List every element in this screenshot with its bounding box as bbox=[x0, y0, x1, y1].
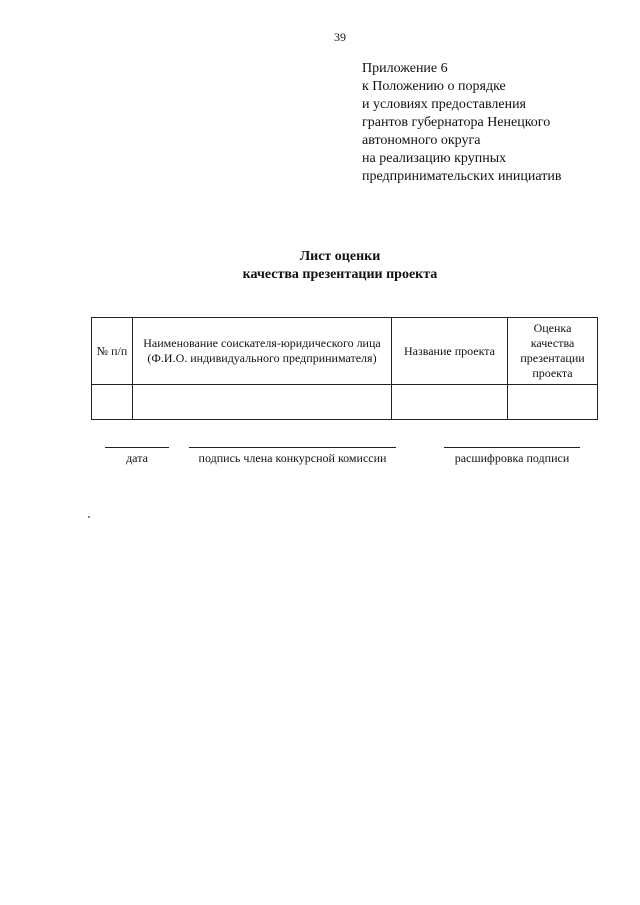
header-presentation-score: Оценка качества презентации проекта bbox=[508, 318, 598, 385]
document-title-line-2: качества презентации проекта bbox=[242, 267, 438, 282]
header-project-name: Название проекта bbox=[392, 318, 508, 385]
document-title bbox=[0, 248, 640, 284]
decoding-signature-line[interactable] bbox=[444, 447, 580, 448]
table-row bbox=[92, 385, 598, 420]
commission-signature-line[interactable] bbox=[189, 447, 396, 448]
header-number: № п/п bbox=[92, 318, 133, 385]
table-header-row bbox=[92, 318, 598, 385]
decoding-label: расшифровка подписи bbox=[454, 451, 570, 465]
header-applicant-name: Наименование соискателя-юридического лица (Ф.И.О. индивидуального предпринимателя) bbox=[133, 318, 392, 385]
date-label: дата bbox=[126, 451, 148, 465]
appendix-line: и условиях предоставления bbox=[362, 97, 526, 112]
cell-number[interactable] bbox=[92, 385, 133, 420]
appendix-note bbox=[362, 60, 632, 186]
appendix-line: автономного округа bbox=[362, 133, 481, 148]
cell-applicant-name[interactable] bbox=[133, 385, 392, 420]
signature-label: подпись члена конкурсной комиссии bbox=[198, 451, 387, 465]
cell-project-name[interactable] bbox=[392, 385, 508, 420]
appendix-line: на реализацию крупных bbox=[362, 151, 507, 166]
appendix-line: к Положению о порядке bbox=[362, 79, 506, 94]
document-title-line-1: Лист оценки bbox=[299, 249, 381, 264]
date-signature-line[interactable] bbox=[105, 447, 169, 448]
cell-presentation-score[interactable] bbox=[508, 385, 598, 420]
appendix-line: грантов губернатора Ненецкого bbox=[362, 115, 551, 130]
appendix-line: предпринимательских инициатив bbox=[362, 169, 562, 184]
page-number: 39 bbox=[334, 30, 346, 44]
scan-speck bbox=[88, 516, 90, 518]
appendix-line: Приложение 6 bbox=[362, 61, 448, 76]
evaluation-table bbox=[91, 317, 598, 420]
